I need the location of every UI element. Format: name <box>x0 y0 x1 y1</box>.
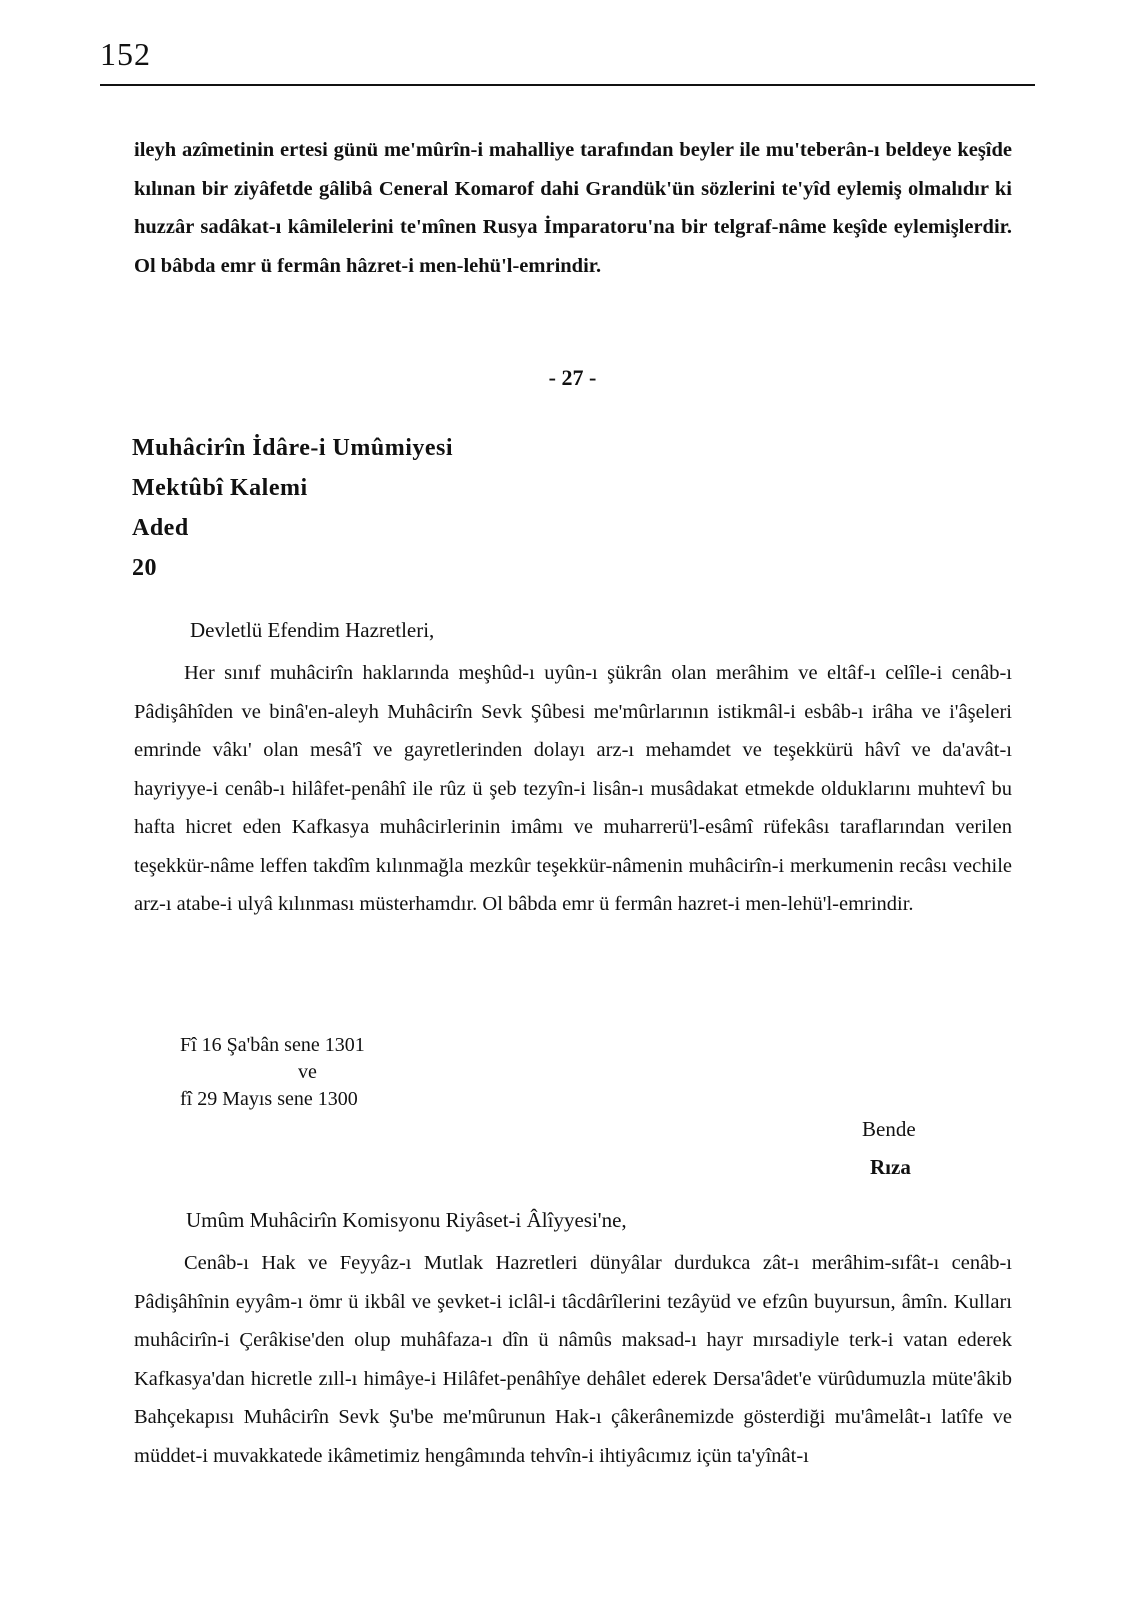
date-hijri: Fî 16 Şa'bân sene 1301 <box>180 1034 365 1056</box>
second-letter-body: Cenâb-ı Hak ve Feyyâz-ı Mutlak Hazretleri dünyâlar durdukca zât-ı merâhim-sıfât-ı cenâb-ı Pâdişâhînin eyyâm-ı ömr ü ikbâl ve şevket-i iclâl-i tâcdârîlerini tezâyüd ve efzûn buyursun, âmîn. Kulları muhâcirîn-i Çerâkise'den olup muhâfaza-ı dîn ü nâmûs maksad-ı hayr mırsadiyle terk-i vatan ederek Kafkasya'dan hicretle zıll-ı himâye-i Hilâfet-penâhîye dehâlet ederek Dersa'âdet'e vürûdumuzla müte'âkib Bahçekapısı Muhâcirîn Sevk Şu'be me'mûrunun Hak-ı çâkerânemizde gösterdiği mu'âmelât-ı latîfe ve müddet-i muvakkatede ikâmetimiz hengâmında tehvîn-i ihtiyâcımız içün ta'yînât-ı <box>134 1252 1012 1467</box>
page-number: 152 <box>100 36 151 72</box>
letter-body: Her sınıf muhâcirîn haklarında meşhûd-ı uyûn-ı şükrân olan merâhim ve eltâf-ı celîle-i cenâb-ı Pâdişâhîden ve binâ'en-aleyh Muhâcirîn Sevk Şûbesi me'mûrlarının istikmâl-i esbâb-ı irâha ve i'âşeleri emrinde vâkı' olan mesâ'î ve gayretlerinden dolayı arz-ı mehamdet ve teşekkürü hâvî ve da'avât-ı hayriyye-i cenâb-ı hilâfet-penâhî ile rûz ü şeb tezyîn-i lisân-ı musâdakat etmekde olduklarını muhtevî bu hafta hicret eden Kafkasya muhâcirlerinin imâmı ve muharrerü'l-esâmî rüfekâsı taraflarından verilen teşekkür-nâme leffen takdîm kılınmağla mezkûr teşekkür-nâmenin muhâcirîn-i merkumenin recâsı vechile arz-ı atabe-i ulyâ kılınması müsterhamdır. Ol bâbda emr ü fermân hazret-i men-lehü'l-emrindir. <box>134 662 1012 915</box>
date-rumi: fî 29 Mayıs sene 1300 <box>180 1088 358 1110</box>
intro-paragraph: ileyh azîmetinin ertesi günü me'mûrîn-i mahalliye tarafından beyler ile mu'teberân-ı beldeye keşîde kılınan bir ziyâfetde gâlibâ Ceneral Komarof dahi Grandük'ün sözlerini te'yîd eylemiş olmalıdır ki huzzâr sadâkat-ı kâmilelerini te'mînen Rusya İmparatoru'na bir telgraf-nâme keşîde eylemişlerdir. Ol bâbda emr ü fermân hâzret-i men-lehü'l-emrindir. <box>134 139 1012 277</box>
signature-title: Bende <box>862 1117 916 1141</box>
header-count-label: Aded <box>132 515 189 541</box>
header-office: Muhâcirîn İdâre-i Umûmiyesi <box>132 435 454 461</box>
header-count-value: 20 <box>132 555 157 581</box>
date-connector: ve <box>298 1061 317 1083</box>
letter-header <box>132 428 453 588</box>
header-rule <box>100 84 1035 86</box>
date-block <box>180 1032 365 1113</box>
salutation: Devletlü Efendim Hazretleri, <box>190 618 435 642</box>
signature-block <box>862 1110 916 1186</box>
signature-name: Rıza <box>870 1155 911 1179</box>
document-number: - 27 - <box>548 365 597 390</box>
recipient-line: Umûm Muhâcirîn Komisyonu Riyâset-i Âlîyyesi'ne, <box>186 1208 627 1232</box>
header-department: Mektûbî Kalemi <box>132 475 308 501</box>
